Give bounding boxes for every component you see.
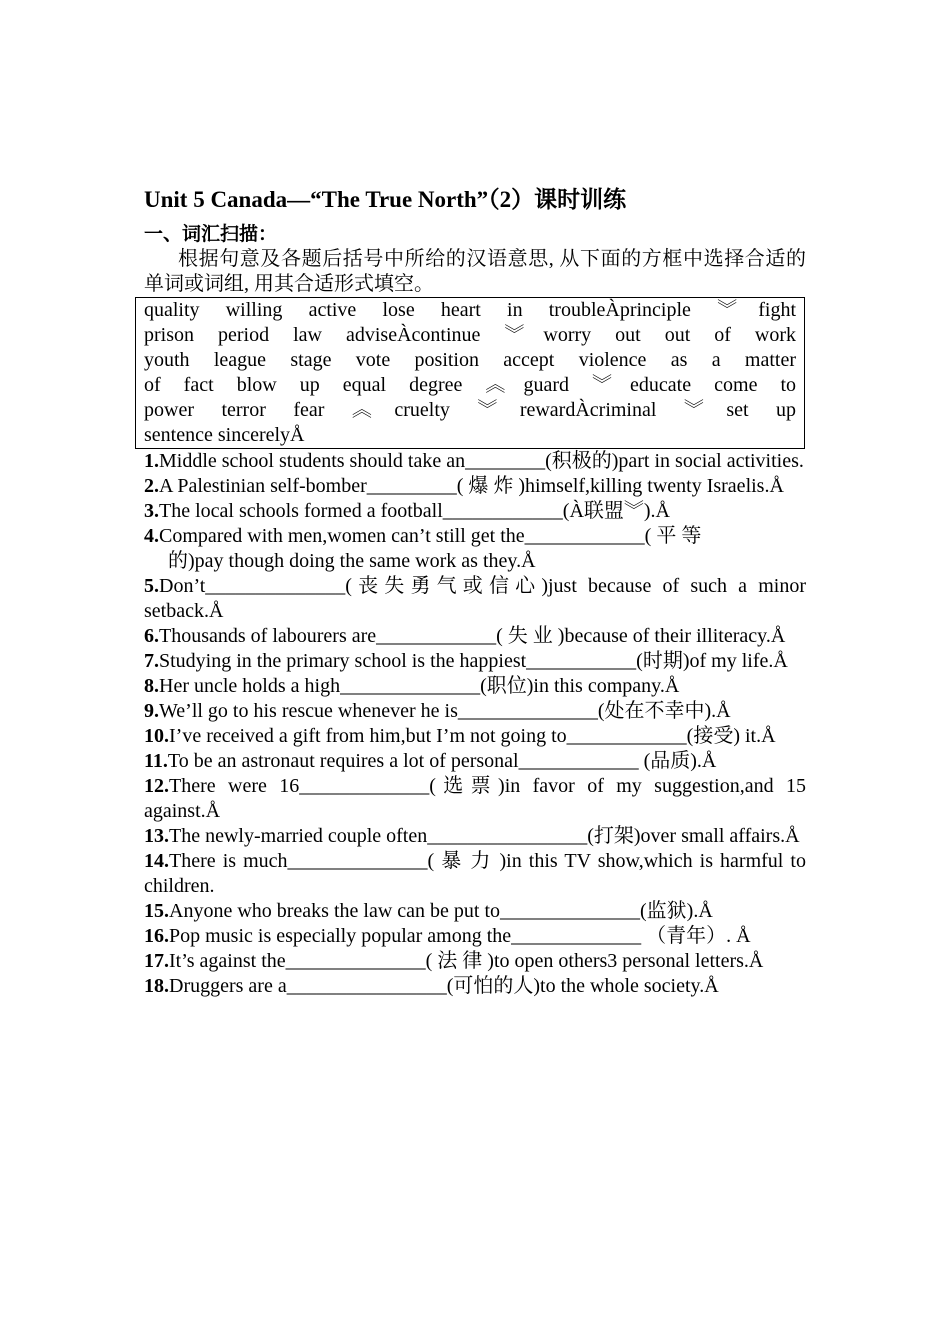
question-item [144, 774, 806, 824]
question-text: There is much______________( 暴 力 )in this TV show,which is harmful to children. [144, 850, 806, 897]
question-item [144, 849, 806, 899]
question-number: 7. [144, 650, 159, 672]
question-number: 4. [144, 525, 159, 547]
word-box-term: youth [144, 349, 190, 371]
question-item [144, 474, 806, 499]
question-text: Her uncle holds a high______________(职位)in this company.Å [159, 675, 680, 697]
question-text: Thousands of labourers are____________( 失 业 )because of their illiteracy.Å [159, 625, 786, 647]
word-box-line [144, 373, 796, 398]
question-number: 10. [144, 725, 169, 747]
worksheet [144, 183, 806, 999]
word-box-term: degree [409, 374, 463, 396]
word-box-term: ︽cruelty [351, 399, 450, 421]
question-number: 15. [144, 900, 169, 922]
question-item [144, 499, 806, 524]
question-text: The local schools formed a football____________(À联盟︾).Å [159, 500, 671, 522]
question-text: Pop music is especially popular among the_____________ （青年）. Å [169, 925, 751, 947]
word-box-term: ︾fight [717, 299, 797, 321]
word-box-term: sentence [144, 424, 213, 446]
question-number: 18. [144, 975, 169, 997]
question-number: 8. [144, 675, 159, 697]
word-box-term: willing [225, 299, 283, 321]
word-box-term: league [213, 349, 267, 371]
question-text: Middle school students should take an________(积极的)part in social activities. [159, 450, 804, 472]
question-number: 13. [144, 825, 169, 847]
question-number: 17. [144, 950, 169, 972]
question-item [144, 624, 806, 649]
word-box-term: power [144, 399, 194, 421]
word-box-term: ︾worry out [504, 324, 641, 346]
question-text: Druggers are a________________(可怕的人)to the whole society.Å [169, 975, 719, 997]
word-box-term: position [414, 349, 479, 371]
word-box-term: equal [342, 374, 387, 396]
instructions: 根据句意及各题后括号中所给的汉语意思, 从下面的方框中选择合适的单词或词组, 用其合适形式填空。 [144, 248, 806, 295]
question-number: 9. [144, 700, 159, 722]
question-text: I’ve received a gift from him,but I’m not going to____________(接受) it.Å [169, 725, 776, 747]
word-box-term: come to [714, 374, 797, 396]
word-box-line [144, 323, 796, 348]
word-box-term: out of work [664, 324, 797, 346]
word-box-term: lose heart [382, 299, 481, 321]
question-text: Don’t______________(丧失勇气或信心)just because of such a minor setback.Å [144, 575, 806, 622]
word-box-line [144, 348, 796, 373]
word-box-term: of fact [144, 374, 214, 396]
word-box-term: ︽guard [485, 374, 569, 396]
question-text: It’s against the______________( 法 律 )to open others3 personal letters.Å [169, 950, 764, 972]
word-box-line [144, 423, 796, 448]
question-item [144, 674, 806, 699]
question-item [144, 949, 806, 974]
question-text: We’ll go to his rescue whenever he is______________(处在不幸中).Å [159, 700, 731, 722]
word-box-term: fear [293, 399, 325, 421]
word-box-term: terror [221, 399, 266, 421]
question-text: A Palestinian self-bomber_________( 爆 炸 )himself,killing twenty Israelis.Å [159, 475, 784, 497]
question-item [144, 574, 806, 624]
word-box-term: violence [578, 349, 647, 371]
question-item [144, 449, 806, 474]
word-box-line [144, 398, 796, 423]
word-box-term: law [293, 324, 322, 346]
question-text: To be an astronaut requires a lot of personal____________ (品质).Å [167, 750, 717, 772]
question-text: There were 16_____________(选票)in favor of my suggestion,and 15 against.Å [144, 775, 806, 822]
question-text: The newly-married couple often________________(打架)over small affairs.Å [169, 825, 800, 847]
question-text-continued: 的)pay though doing the same work as they.Å [168, 550, 536, 572]
word-box-term: adviseÀcontinue [345, 324, 481, 346]
word-box-term: ︾educate [592, 374, 692, 396]
word-box-term: ︾set up [683, 399, 797, 421]
word-box-term: accept [503, 349, 555, 371]
question-item [144, 524, 806, 574]
word-box-term: prison [144, 324, 194, 346]
question-number: 6. [144, 625, 159, 647]
question-item [144, 699, 806, 724]
question-item [144, 649, 806, 674]
question-item [144, 899, 806, 924]
question-number: 2. [144, 475, 159, 497]
question-item [144, 749, 806, 774]
word-box-term: period [218, 324, 270, 346]
word-box-term: in troubleÀprinciple [507, 299, 691, 321]
question-list [144, 449, 806, 999]
word-box-term: quality [144, 299, 200, 321]
word-box-term: ︾rewardÀcriminal [477, 399, 657, 421]
word-box-term: as a matter [670, 349, 796, 371]
section-heading: 一、词汇扫描： [144, 223, 278, 245]
question-item [144, 824, 806, 849]
word-box-term: vote [355, 349, 391, 371]
question-item [144, 724, 806, 749]
question-text: Studying in the primary school is the happiest___________(时期)of my life.Å [159, 650, 788, 672]
word-box-term: stage [290, 349, 332, 371]
word-box-term: active [308, 299, 357, 321]
word-box-term: blow up [236, 374, 320, 396]
question-number: 11. [144, 750, 168, 772]
question-number: 12. [144, 775, 169, 797]
question-number: 3. [144, 500, 159, 522]
question-number: 16. [144, 925, 169, 947]
question-item [144, 974, 806, 999]
word-box-line [144, 298, 796, 323]
question-number: 1. [144, 450, 159, 472]
question-number: 5. [144, 575, 159, 597]
page-title: Unit 5 Canada—“The True North”（2）课时训练 [144, 187, 627, 212]
question-number: 14. [144, 850, 169, 872]
question-item [144, 924, 806, 949]
word-box-term: sincerelyÅ [217, 424, 305, 446]
word-box [135, 297, 805, 449]
question-text: Anyone who breaks the law can be put to______________(监狱).Å [169, 900, 713, 922]
question-text: Compared with men,women can’t still get the____________( 平 等 [159, 525, 702, 547]
